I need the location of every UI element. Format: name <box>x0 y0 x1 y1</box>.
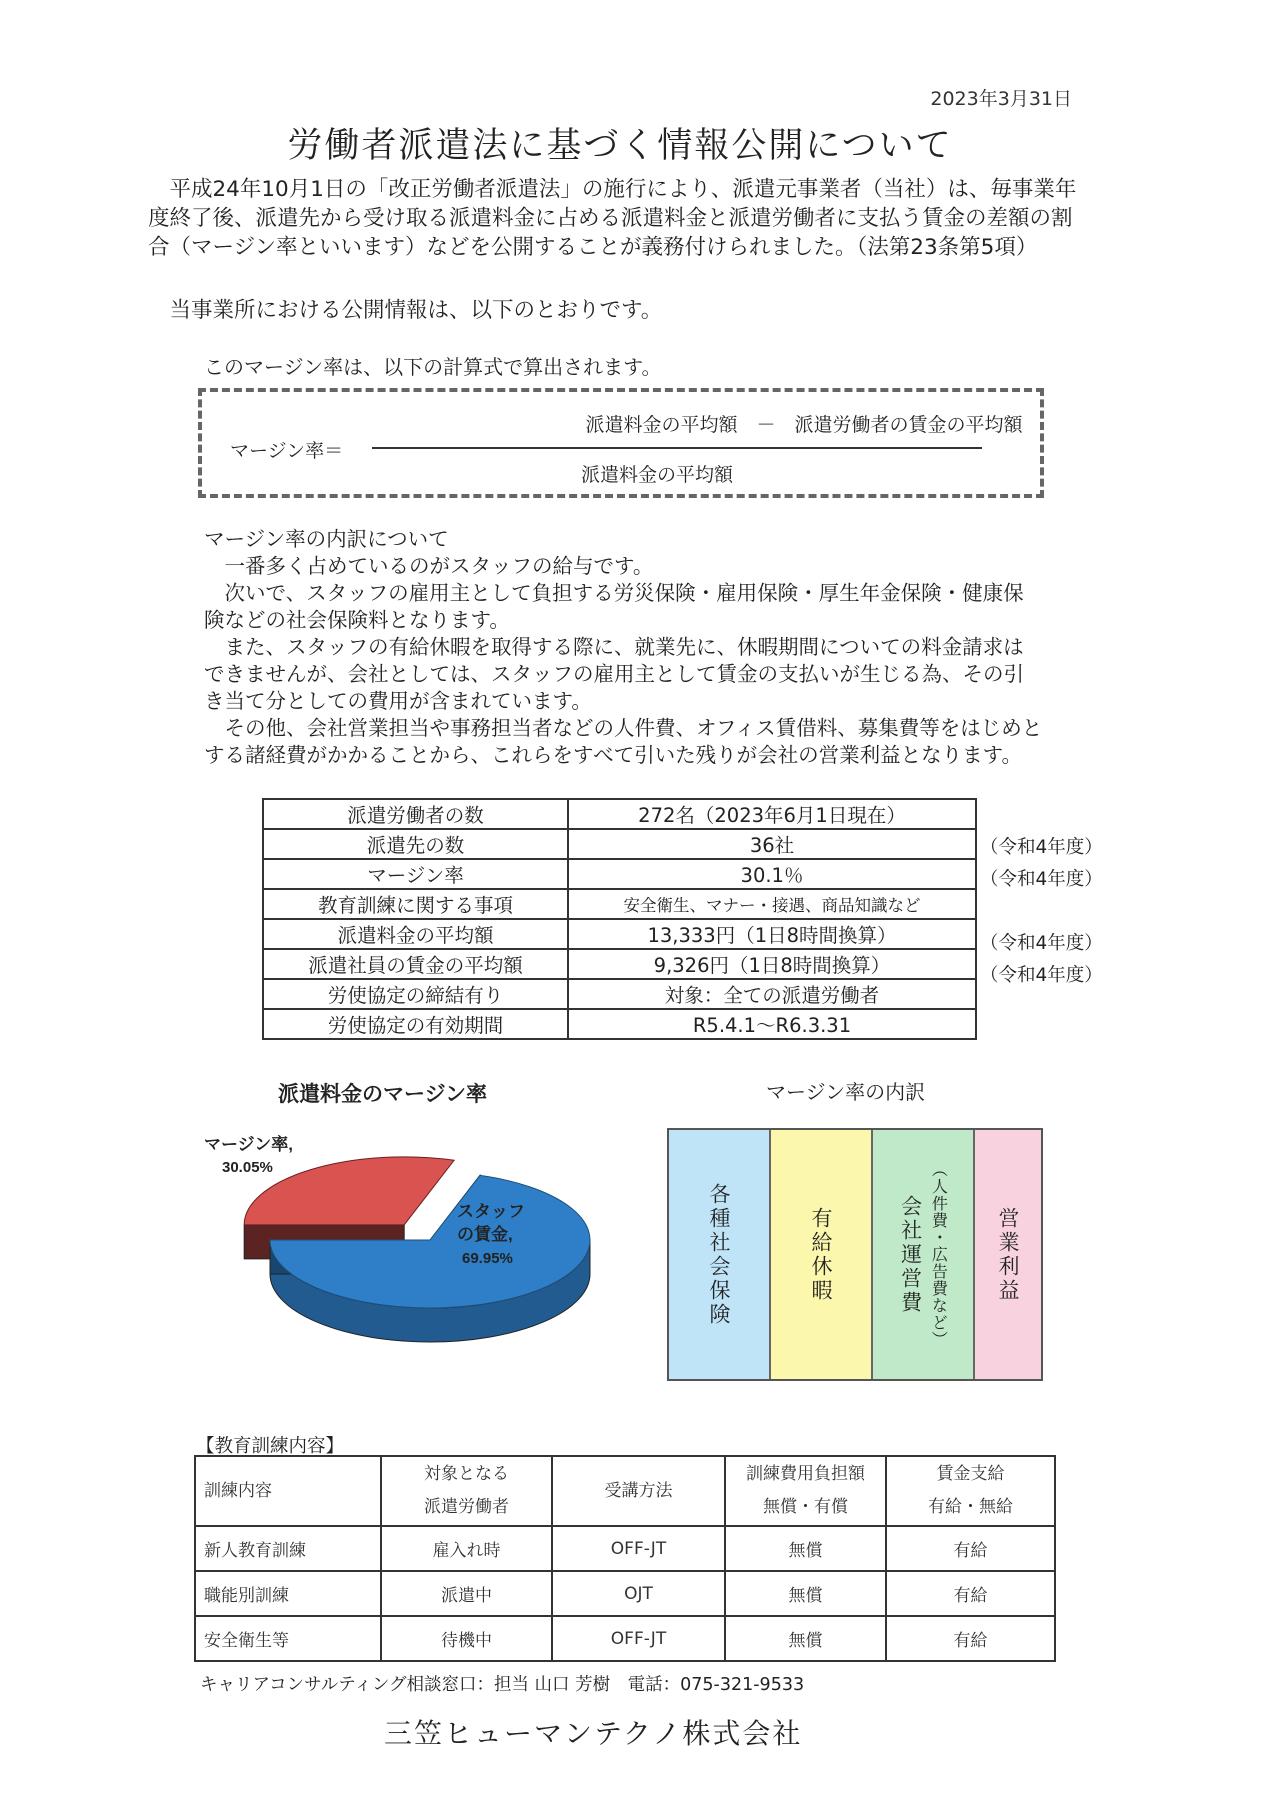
fiscal-year-note: （令和4年度） <box>980 837 1103 858</box>
table-row <box>263 919 976 949</box>
info-key: 労使協定の締結有り <box>263 979 568 1009</box>
info-key: 派遣先の数 <box>263 829 568 859</box>
info-value: R5.4.1～R6.3.31 <box>568 1009 976 1039</box>
table-row <box>195 1526 1055 1571</box>
breakdown-column-label: 会社運営費 <box>898 1194 923 1315</box>
breakdown-column-label: 営業利益 <box>996 1206 1021 1303</box>
table-row <box>263 1009 976 1039</box>
info-key: 労使協定の有効期間 <box>263 1009 568 1039</box>
table-row <box>263 799 976 829</box>
intro-paragraph-2: 当事業所における公開情報は、以下のとおりです。 <box>169 298 663 323</box>
info-table <box>262 798 977 1040</box>
table-row <box>263 829 976 859</box>
table-cell: 待機中 <box>381 1616 552 1661</box>
training-section-title: 【教育訓練内容】 <box>196 1436 345 1457</box>
table-cell: 派遣中 <box>381 1571 552 1616</box>
table-cell: OJT <box>552 1571 725 1616</box>
header-line: 派遣労働者 <box>424 1497 509 1517</box>
formula-box <box>198 388 1044 498</box>
table-cell: 無償 <box>725 1616 886 1661</box>
fiscal-year-note: （令和4年度） <box>980 933 1103 954</box>
fiscal-year-note: （令和4年度） <box>980 869 1103 890</box>
table-cell: 有給 <box>886 1571 1055 1616</box>
training-header-cost <box>725 1456 886 1526</box>
header-line: 訓練費用負担額 <box>746 1464 865 1484</box>
pie-label-margin: マージン率, <box>204 1135 293 1154</box>
info-value: 対象：全ての派遣労働者 <box>568 979 976 1009</box>
contact-info: キャリアコンサルティング相談窓口：担当 山口 芳樹 電話：075-321-9533 <box>200 1675 805 1695</box>
breakdown-chart-title: マージン率の内訳 <box>766 1080 926 1104</box>
formula-fraction-line <box>372 447 982 449</box>
pie-slice-margin <box>244 1157 454 1225</box>
pie-label-staff-1: スタッフ <box>457 1202 525 1221</box>
breakdown-column-paid-leave <box>771 1130 873 1379</box>
breakdown-column-label: 有給休暇 <box>809 1206 834 1303</box>
table-header-row <box>195 1456 1055 1526</box>
pie-label-staff-2: の賃金, <box>457 1225 513 1244</box>
page-title: 労働者派遣法に基づく情報公開について <box>287 126 953 166</box>
table-row <box>263 889 976 919</box>
fiscal-year-note: （令和4年度） <box>980 965 1103 986</box>
breakdown-p3: また、スタッフの有給休暇を取得する際に、就業先に、休暇期間についての料金請求はできませんが、会社としては、スタッフの雇用主として賃金の支払いが生じる為、その引き当て分としての費用が含まれています。 <box>204 635 1024 713</box>
training-header-method: 受講方法 <box>552 1456 725 1526</box>
table-cell: OFF-JT <box>552 1526 725 1571</box>
info-value: 9,326円（1日8時間換算） <box>568 949 976 979</box>
formula-label: マージン率＝ <box>230 440 344 462</box>
training-header-target <box>381 1456 552 1526</box>
breakdown-column-operating-cost <box>873 1130 975 1379</box>
training-header-wage <box>886 1456 1055 1526</box>
table-cell: 職能別訓練 <box>195 1571 381 1616</box>
table-cell: 無償 <box>725 1526 886 1571</box>
breakdown-p2: 次いで、スタッフの雇用主として負担する労災保険・雇用保険・厚生年金保険・健康保険などの社会保険料となります。 <box>204 581 1024 632</box>
pie-value-margin: 30.05% <box>222 1159 273 1176</box>
table-cell: 無償 <box>725 1571 886 1616</box>
table-row <box>263 859 976 889</box>
breakdown-column-social-insurance <box>669 1130 771 1379</box>
header-line: 対象となる <box>424 1464 509 1484</box>
margin-pie-chart <box>204 1120 620 1380</box>
info-key: 派遣労働者の数 <box>263 799 568 829</box>
info-key: 派遣料金の平均額 <box>263 919 568 949</box>
info-value: 30.1％ <box>568 859 976 889</box>
document-date: 2023年3月31日 <box>930 88 1072 110</box>
formula-lead: このマージン率は、以下の計算式で算出されます。 <box>204 355 662 379</box>
breakdown-column-operating-profit <box>975 1130 1041 1379</box>
info-value: 13,333円（1日8時間換算） <box>568 919 976 949</box>
pie-chart-title: 派遣料金のマージン率 <box>278 1082 488 1106</box>
formula-denominator: 派遣料金の平均額 <box>580 464 733 486</box>
training-header-content: 訓練内容 <box>195 1456 381 1526</box>
info-key: 派遣社員の賃金の平均額 <box>263 949 568 979</box>
table-row <box>263 949 976 979</box>
info-value: 36社 <box>568 829 976 859</box>
info-value: 安全衛生、マナー・接遇、商品知識など <box>568 889 976 919</box>
header-line: 賃金支給 <box>936 1464 1005 1484</box>
info-key: マージン率 <box>263 859 568 889</box>
breakdown-p1: 一番多く占めているのがスタッフの給与です。 <box>224 554 654 578</box>
header-line: 有給・無給 <box>928 1497 1013 1517</box>
margin-breakdown-text <box>204 526 1044 769</box>
table-cell: 新人教育訓練 <box>195 1526 381 1571</box>
table-cell: 有給 <box>886 1616 1055 1661</box>
company-name: 三笠ヒューマンテクノ株式会社 <box>384 1717 803 1750</box>
breakdown-p4: その他、会社営業担当や事務担当者などの人件費、オフィス賃借料、募集費等をはじめとする諸経費がかかることから、これらをすべて引いた残りが会社の営業利益となります。 <box>204 716 1043 767</box>
breakdown-column-label: 各種社会保険 <box>707 1182 732 1327</box>
breakdown-heading: マージン率の内訳について <box>204 527 449 551</box>
training-table <box>194 1455 1056 1662</box>
breakdown-chart <box>667 1128 1043 1381</box>
table-row <box>263 979 976 1009</box>
table-cell: OFF-JT <box>552 1616 725 1661</box>
info-value: 272名（2023年6月1日現在） <box>568 799 976 829</box>
table-cell: 雇入れ時 <box>381 1526 552 1571</box>
breakdown-column-sublabel: （人件費・広告費など） <box>929 1161 949 1348</box>
table-row <box>195 1571 1055 1616</box>
pie-value-staff: 69.95% <box>462 1250 513 1267</box>
header-line: 無償・有償 <box>763 1497 848 1517</box>
info-key: 教育訓練に関する事項 <box>263 889 568 919</box>
table-cell: 有給 <box>886 1526 1055 1571</box>
table-cell: 安全衛生等 <box>195 1616 381 1661</box>
table-row <box>195 1616 1055 1661</box>
formula-numerator: 派遣料金の平均額 － 派遣労働者の賃金の平均額 <box>585 414 1023 436</box>
intro-paragraph: 平成24年10月1日の「改正労働者派遣法」の施行により、派遣元事業者（当社）は、毎事業年度終了後、派遣先から受け取る派遣料金に占める派遣料金と派遣労働者に支払う賃金の差額の割合（マージン率といいます）などを公開することが義務付けられました。（法第23条第5項） <box>148 177 1077 260</box>
